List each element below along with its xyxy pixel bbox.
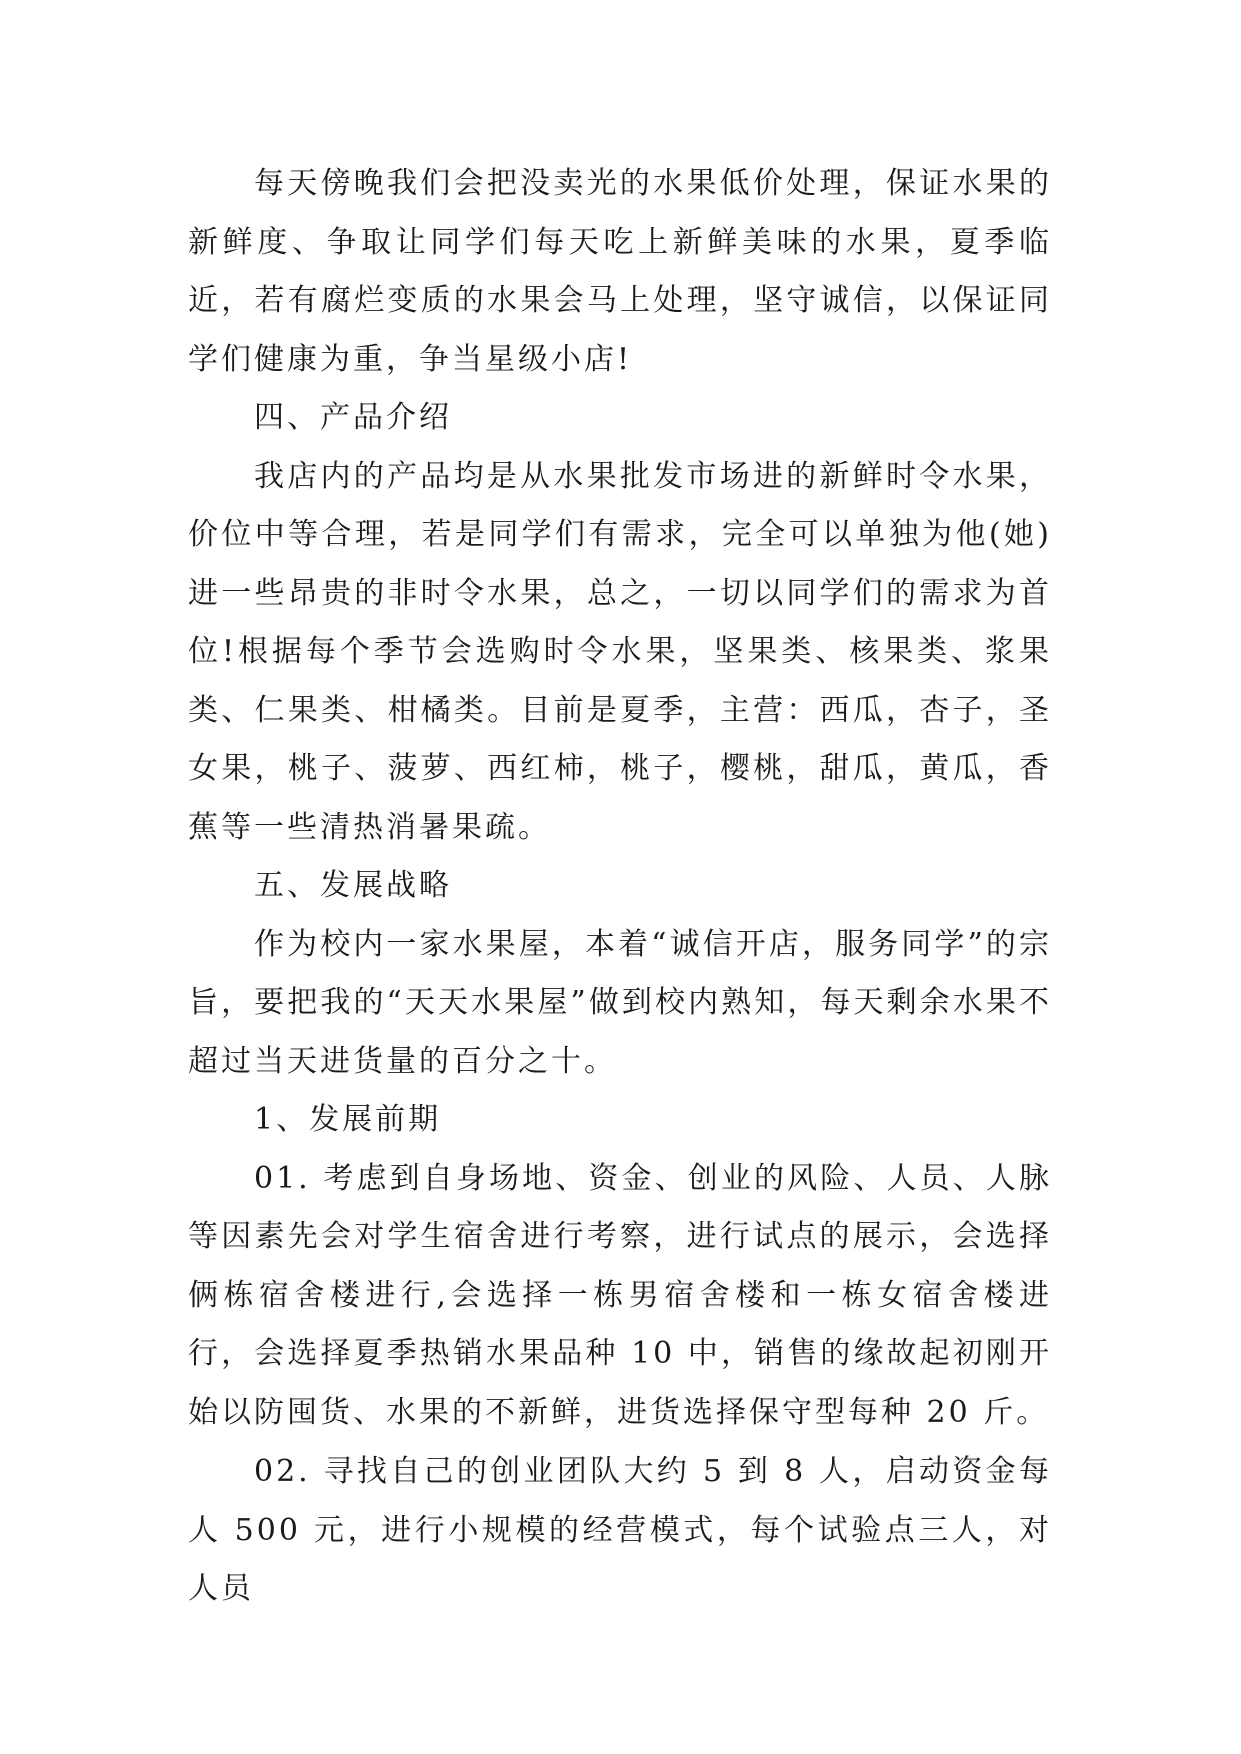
paragraph-development-strategy: 作为校内一家水果屋，本着“诚信开店，服务同学”的宗旨，要把我的“天天水果屋”做到校内熟知，每天剩余水果不超过当天进货量的百分之十。 <box>188 926 1052 1079</box>
paragraph-product-intro: 我店内的产品均是从水果批发市场进的新鲜时令水果，价位中等合理，若是同学们有需求，完全可以单独为他(她)进一些昂贵的非时令水果，总之，一切以同学们的需求为首位!根据每个季节会选购时令水果，坚果类、核果类、浆果类、仁果类、柑橘类。目前是夏季，主营：西瓜，杏子，圣女果，桃子、菠萝、西红柿，桃子，樱桃，甜瓜，黄瓜，香蕉等一些清热消暑果疏。 <box>188 458 1052 845</box>
paragraph-freshness-policy: 每天傍晚我们会把没卖光的水果低价处理，保证水果的新鲜度、争取让同学们每天吃上新鲜美味的水果，夏季临近，若有腐烂变质的水果会马上处理，坚守诚信，以保证同学们健康为重，争当星级小店! <box>188 166 1052 377</box>
section-heading-product-intro: 四、产品介绍 <box>254 400 452 435</box>
document-page <box>188 155 1052 1619</box>
subsection-heading-early-stage: 1、发展前期 <box>254 1102 442 1137</box>
paragraph-early-stage-item-01: 01. 考虑到自身场地、资金、创业的风险、人员、人脉等因素先会对学生宿舍进行考察，进行试点的展示，会选择俩栋宿舍楼进行,会选择一栋男宿舍楼和一栋女宿舍楼进行，会选择夏季热销水果品种 10 中，销售的缘故起初刚开始以防囤货、水果的不新鲜，进货选择保守型每种 20 斤。 <box>188 1160 1052 1430</box>
paragraph-early-stage-item-02: 02. 寻找自己的创业团队大约 5 到 8 人，启动资金每人 500 元，进行小规模的经营模式，每个试验点三人，对人员 <box>188 1454 1052 1606</box>
section-heading-development-strategy: 五、发展战略 <box>254 868 452 903</box>
